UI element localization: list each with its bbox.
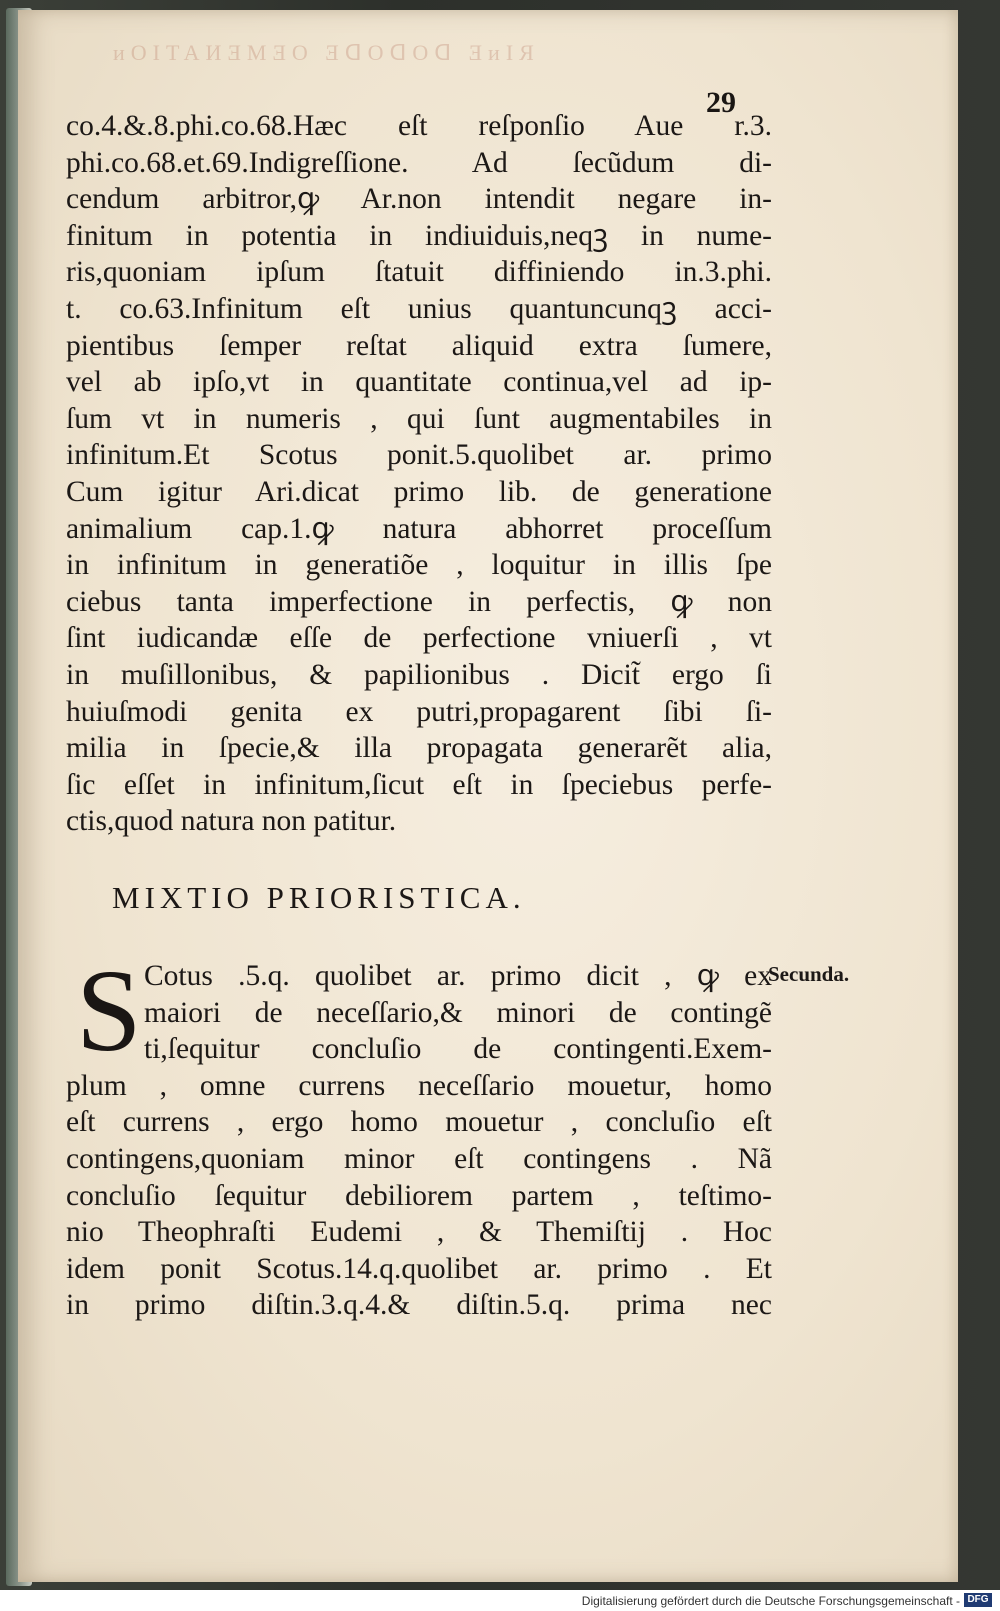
bleed-through-text: ᴎOITAИƎMƎO ƎᗡOᗡOᗡ ƎᴎIЯ bbox=[113, 40, 540, 65]
section-heading: MIXTIO PRIORISTICA. bbox=[112, 880, 526, 915]
text-line: ſint iudicandæ eſſe de perfectione vniuerſi , vt bbox=[66, 622, 772, 655]
text-line: huiuſmodi genita ex putri,propagarent ſibi ſi- bbox=[66, 695, 772, 728]
text-line: ſic eſſet in infinitum,ſicut eſt in ſpeciebus perfe- bbox=[66, 768, 772, 801]
text-line: in muſillonibus, & papilionibus . Dicit̃ ergo ſi bbox=[66, 658, 772, 691]
text-line: finitum in potentia in indiuiduis,neqꝫ in nume- bbox=[66, 219, 772, 252]
drop-cap: S bbox=[76, 945, 142, 1076]
text-line: maiori de neceſſario,& minori de contingẽ bbox=[144, 996, 772, 1029]
text-line: ti,ſequitur concluſio de contingenti.Exem- bbox=[144, 1033, 772, 1066]
text-line: plum , omne currens neceſſario mouetur, homo bbox=[66, 1069, 772, 1102]
funding-credit: Digitalisierung gefördert durch die Deutsche Forschungsgemeinschaft - bbox=[581, 1594, 960, 1608]
text-line: in primo diſtin.3.q.4.& diſtin.5.q. prima nec bbox=[66, 1289, 772, 1322]
text-line: in infinitum in generatiõe , loquitur in illis ſpe bbox=[66, 549, 772, 582]
text-line: pientibus ſemper reſtat aliquid extra ſumere, bbox=[66, 329, 772, 362]
text-line: nio Theophraſti Eudemi , & Themiſtij . Hoc bbox=[66, 1216, 772, 1249]
text-line: ris,quoniam ipſum ſtatuit diffiniendo in.3.phi. bbox=[66, 256, 772, 289]
text-line: idem ponit Scotus.14.q.quolibet ar. primo . Et bbox=[66, 1252, 772, 1285]
text-line: ctis,quod natura non patitur. bbox=[66, 805, 397, 838]
margin-note: Secunda. bbox=[768, 962, 850, 986]
text-line: Cum igitur Ari.dicat primo lib. de generatione bbox=[66, 475, 772, 508]
text-line: infinitum.Et Scotus ponit.5.quolibet ar. primo bbox=[66, 439, 772, 472]
text-line: contingens,quoniam minor eſt contingens . Nã bbox=[66, 1142, 772, 1175]
text-line: Cotus .5.q. quolibet ar. primo dicit , ꝙ ex bbox=[144, 960, 772, 992]
text-line: animalium cap.1.ꝙ natura abhorret proceſſum bbox=[66, 512, 772, 545]
text-line: vel ab ipſo,vt in quantitate continua,vel ad ip- bbox=[66, 366, 772, 399]
text-line: ciebus tanta imperfectione in perfectis, ꝙ non bbox=[66, 585, 772, 618]
text-line: co.4.&.8.phi.co.68.Hæc eſt reſponſio Aue r.3. bbox=[66, 110, 772, 142]
section-paragraph bbox=[66, 945, 772, 1324]
text-line: milia in ſpecie,& illa propagata generarẽt alia, bbox=[66, 732, 772, 765]
text-line: phi.co.68.et.69.Indigreſſione. Ad ſecũdum di- bbox=[66, 146, 772, 179]
main-text-block bbox=[66, 108, 772, 840]
text-line: t. co.63.Infinitum eſt unius quantuncunqꝫ acci- bbox=[66, 292, 772, 325]
page-number: 29 bbox=[706, 86, 736, 119]
text-line: ſum vt in numeris , qui ſunt augmentabiles in bbox=[66, 402, 772, 435]
dfg-logo: DFG bbox=[964, 1593, 992, 1607]
text-line: cendum arbitror,ꝙ Ar.non intendit negare in- bbox=[66, 183, 772, 216]
text-line: eſt currens , ergo homo mouetur , concluſio eſt bbox=[66, 1106, 772, 1139]
text-line: concluſio ſequitur debiliorem partem , teſtimo- bbox=[66, 1179, 772, 1212]
